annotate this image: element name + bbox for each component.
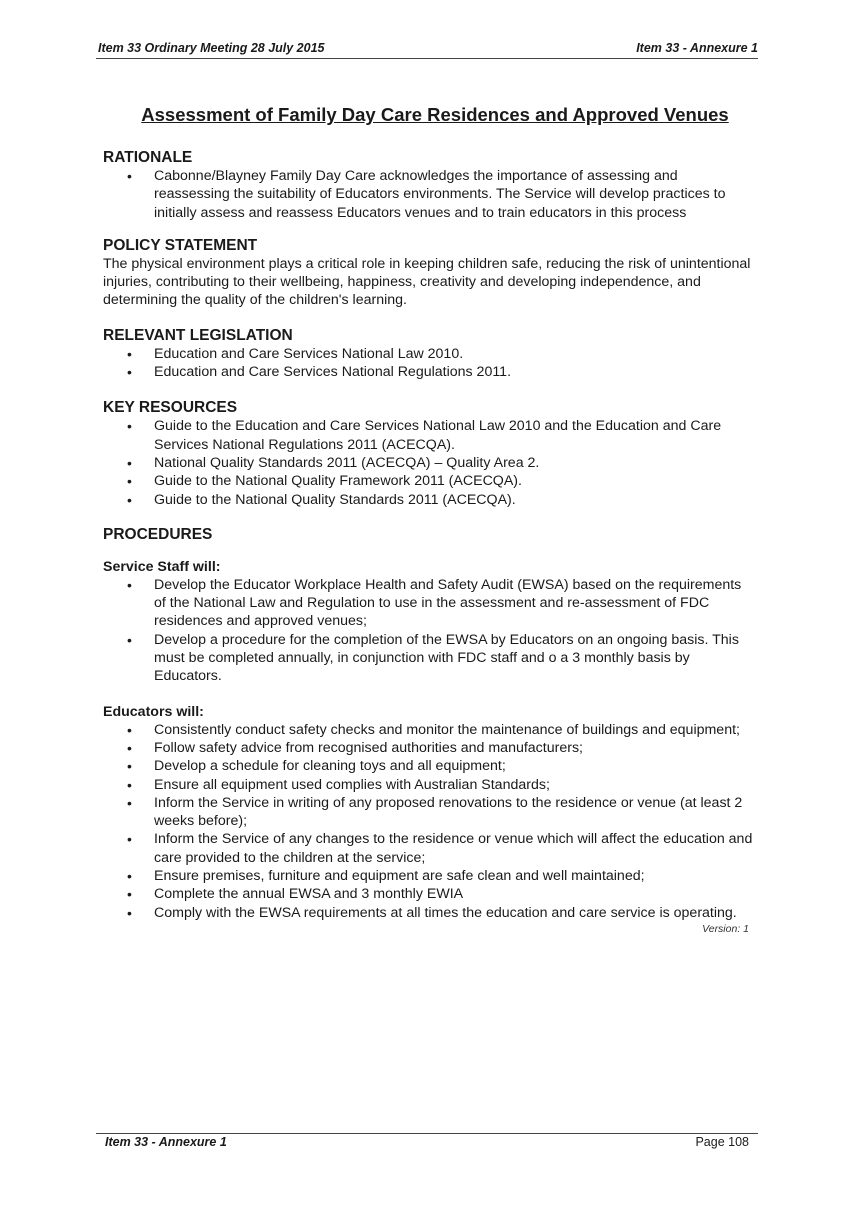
- rationale-heading: RATIONALE: [103, 149, 193, 166]
- page-number: Page 108: [695, 1135, 749, 1149]
- page-header: [98, 41, 758, 55]
- list-item: • Education and Care Services National Law 2010.: [103, 345, 753, 363]
- list-item: • Ensure premises, furniture and equipment are safe clean and well maintained;: [103, 867, 753, 885]
- list-item: • Comply with the EWSA requirements at all times the education and care service is operating.: [103, 904, 753, 922]
- staff-list: [103, 576, 753, 686]
- list-item: • Develop a schedule for cleaning toys and all equipment;: [103, 757, 753, 775]
- list-item: • National Quality Standards 2011 (ACECQA) – Quality Area 2.: [103, 454, 753, 472]
- header-annexure-label: Item 33 - Annexure 1: [636, 41, 758, 55]
- header-divider: [96, 58, 758, 59]
- footer-divider: [96, 1133, 758, 1134]
- policy-text: The physical environment plays a critical role in keeping children safe, reducing the risk of unintentional injuries, contributing to their wellbeing, happiness, creativity and developing independence, and determining the quality of the children's learning.: [103, 255, 751, 309]
- footer-annexure-label: Item 33 - Annexure 1: [105, 1135, 227, 1149]
- list-item: • Guide to the National Quality Standards 2011 (ACECQA).: [103, 491, 753, 509]
- list-item: • Inform the Service of any changes to the residence or venue which will affect the education and care provided to the children at the service;: [103, 830, 753, 867]
- resources-heading: KEY RESOURCES: [103, 399, 238, 417]
- legislation-heading: RELEVANT LEGISLATION: [103, 326, 293, 344]
- educators-heading: Educators will:: [103, 703, 204, 720]
- policy-heading: POLICY STATEMENT: [103, 236, 258, 254]
- procedures-heading: PROCEDURES: [103, 525, 213, 543]
- header-meeting-label: Item 33 Ordinary Meeting 28 July 2015: [98, 41, 325, 55]
- rationale-list: [103, 167, 753, 222]
- list-item: • Follow safety advice from recognised authorities and manufacturers;: [103, 739, 753, 757]
- page-footer: [105, 1135, 749, 1149]
- list-item: • Consistently conduct safety checks and monitor the maintenance of buildings and equipment;: [103, 721, 753, 739]
- document-body: [103, 102, 753, 936]
- list-item: • Ensure all equipment used complies with Australian Standards;: [103, 776, 753, 794]
- list-item: • Guide to the Education and Care Services National Law 2010 and the Education and Care Services National Regulations 2011 (ACECQA).: [103, 417, 753, 454]
- list-item: • Cabonne/Blayney Family Day Care acknowledges the importance of assessing and reassessing the suitability of Educators environments. The Service will develop practices to initially assess and reassess Educators venues and to train educators in this process: [103, 167, 753, 222]
- legislation-list: [103, 345, 753, 382]
- staff-heading: Service Staff will:: [103, 558, 221, 575]
- educators-list: [103, 721, 753, 922]
- resources-list: [103, 417, 753, 508]
- list-item: • Guide to the National Quality Framework 2011 (ACECQA).: [103, 472, 753, 490]
- list-item: • Develop a procedure for the completion of the EWSA by Educators on an ongoing basis. This must be completed annually, in conjunction with FDC staff and o a 3 monthly basis by Educators.: [103, 631, 753, 686]
- list-item: • Inform the Service in writing of any proposed renovations to the residence or venue (at least 2 weeks before);: [103, 794, 753, 831]
- list-item: • Develop the Educator Workplace Health and Safety Audit (EWSA) based on the requirements of the National Law and Regulation to use in the assessment and re-assessment of FDC residences and approved venues;: [103, 576, 753, 631]
- version-label: Version: 1: [702, 922, 749, 935]
- list-item: • Education and Care Services National Regulations 2011.: [103, 363, 753, 381]
- document-title: Assessment of Family Day Care Residences and Approved Venues: [141, 104, 729, 125]
- list-item: • Complete the annual EWSA and 3 monthly EWIA: [103, 885, 753, 903]
